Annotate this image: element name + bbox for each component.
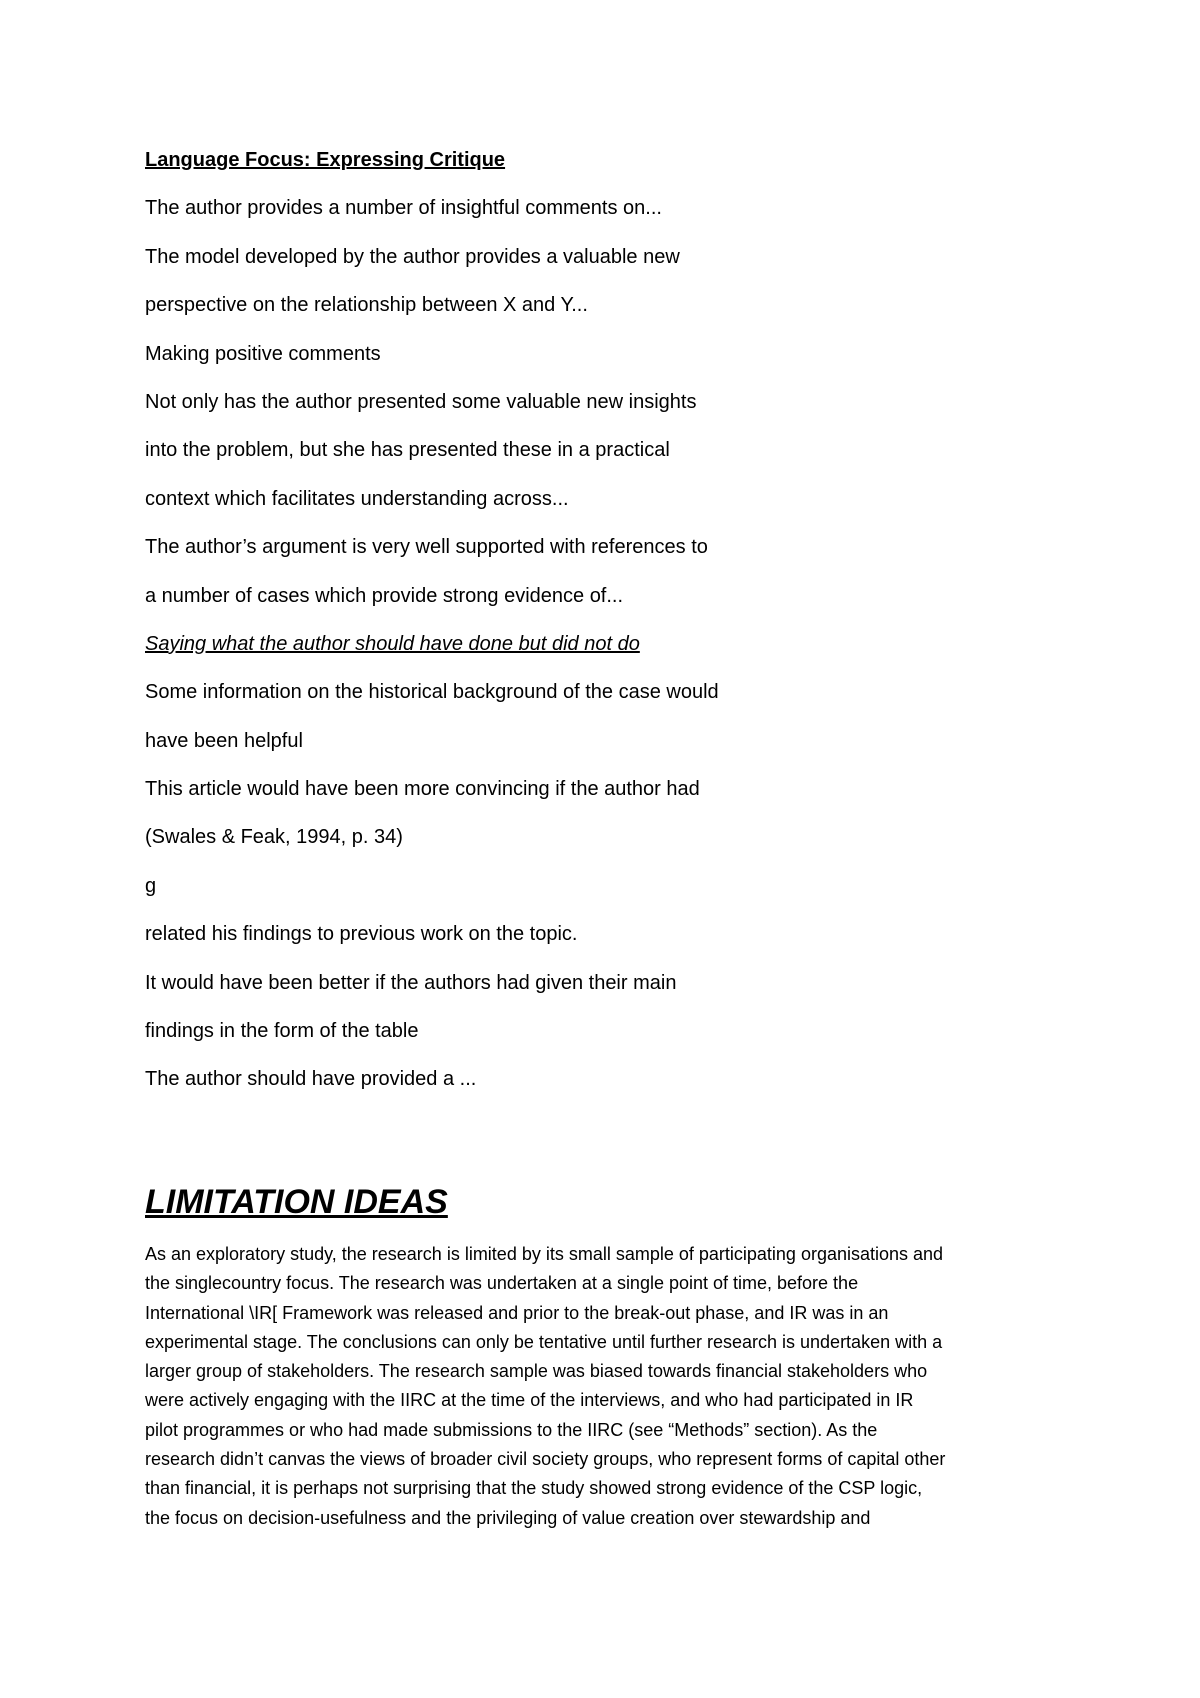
- language-focus-heading: Language Focus: Expressing Critique: [145, 149, 506, 171]
- paragraph-line: pilot programmes or who had made submissions to the IIRC (see “Methods” section). As the: [145, 1419, 878, 1440]
- citation-line: (Swales & Feak, 1994, p. 34): [145, 826, 403, 849]
- text-line: context which facilitates understanding across...: [145, 487, 569, 510]
- text-line: Not only has the author presented some valuable new insights: [145, 390, 697, 413]
- text-line: into the problem, but she has presented these in a practical: [145, 439, 670, 462]
- paragraph-line: International \IR[ Framework was released and prior to the break-out phase, and IR was in an: [145, 1302, 889, 1323]
- paragraph-line: larger group of stakeholders. The research sample was biased towards financial stakeholders who: [145, 1361, 928, 1382]
- paragraph-line: research didn’t canvas the views of broader civil society groups, who represent forms of capital other: [145, 1449, 946, 1470]
- paragraph-line: the singlecountry focus. The research was undertaken at a single point of time, before the: [145, 1273, 859, 1294]
- paragraph-line: were actively engaging with the IIRC at the time of the interviews, and who had participated in IR: [145, 1390, 914, 1411]
- paragraph-line: As an exploratory study, the research is limited by its small sample of participating organisations and: [145, 1244, 944, 1264]
- text-line: The author’s argument is very well supported with references to: [145, 536, 708, 559]
- text-line: The model developed by the author provides a valuable new: [145, 245, 680, 268]
- text-line: The author should have provided a ...: [145, 1068, 477, 1091]
- language-focus-section: [145, 148, 1105, 1116]
- text-line: g: [145, 874, 157, 897]
- limitation-paragraph: [145, 1240, 1075, 1533]
- paragraph-line: the focus on decision-usefulness and the privileging of value creation over stewardship and: [145, 1507, 871, 1528]
- text-line: It would have been better if the authors had given their main: [145, 971, 677, 994]
- text-line: Making positive comments: [145, 342, 381, 365]
- text-line: The author provides a number of insightful comments on...: [145, 197, 662, 220]
- text-line: This article would have been more convincing if the author had: [145, 778, 700, 801]
- limitation-section: [145, 1180, 1075, 1533]
- text-line: related his findings to previous work on the topic.: [145, 923, 578, 946]
- text-line: perspective on the relationship between X and Y...: [145, 294, 588, 317]
- text-line: findings in the form of the table: [145, 1020, 419, 1043]
- text-line: a number of cases which provide strong evidence of...: [145, 584, 624, 607]
- text-line: Some information on the historical background of the case would: [145, 681, 719, 704]
- paragraph-line: than financial, it is perhaps not surprising that the study showed strong evidence of the CSP logic,: [145, 1478, 923, 1499]
- critique-subheading: Saying what the author should have done but did not do: [145, 632, 640, 655]
- paragraph-line: experimental stage. The conclusions can only be tentative until further research is undertaken with a: [145, 1331, 943, 1352]
- limitation-heading: LIMITATION IDEAS: [145, 1183, 448, 1221]
- text-line: have been helpful: [145, 729, 303, 752]
